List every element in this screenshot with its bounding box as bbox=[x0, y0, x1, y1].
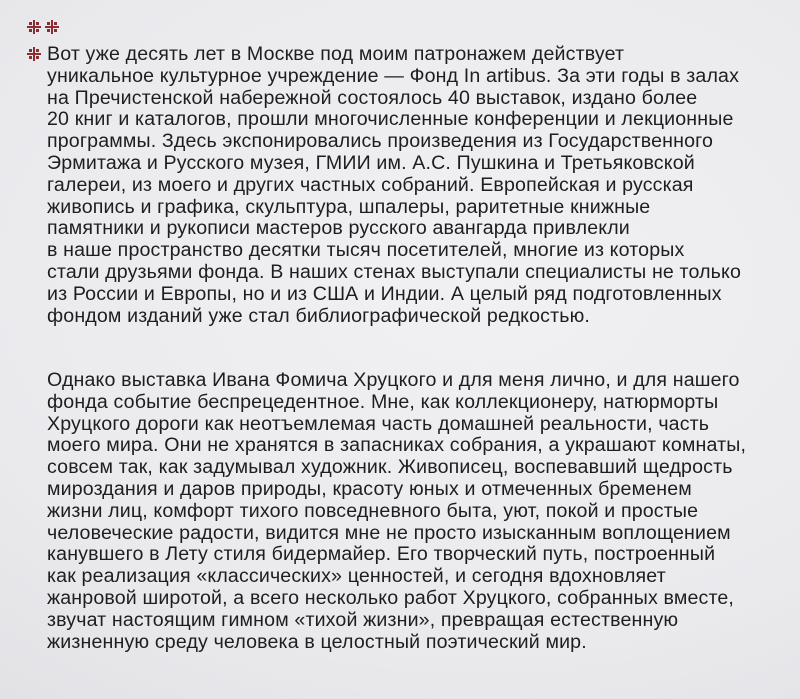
text-line: канувшего в Лету стиля бидермайер. Его творческий путь, построенный bbox=[47, 543, 716, 566]
text-line: стали друзьями фонда. В наших стенах выступали специалисты не только bbox=[47, 260, 742, 283]
text-line: живопись и графика, скульптура, шпалеры, раритетные книжные bbox=[47, 195, 651, 218]
paragraph-foundation-history bbox=[47, 44, 797, 327]
cross-stitch-ornament-icon bbox=[45, 20, 59, 34]
text-line: фонда событие беспрецедентное. Мне, как коллекционеру, натюрморты bbox=[47, 390, 719, 413]
cross-stitch-ornament-icon bbox=[27, 47, 41, 61]
text-line: Вот уже десять лет в Москве под моим патронажем действует bbox=[47, 43, 625, 65]
text-line: на Пречистенской набережной состоялось 40 выставок, издано более bbox=[47, 86, 698, 109]
ornament-shape bbox=[27, 20, 41, 34]
text-line: уникальное культурное учреждение — Фонд In artibus. За эти годы в залах bbox=[47, 64, 740, 87]
text-line: совсем так, как задумывал художник. Живописец, воспевавший щедрость bbox=[47, 456, 733, 479]
text-line: программы. Здесь экспонировались произведения из Государственного bbox=[47, 130, 714, 153]
text-line: галереи, из моего и других частных собраний. Европейская и русская bbox=[47, 173, 694, 196]
text-line: мироздания и даров природы, красоту юных и отмеченных бременем bbox=[47, 477, 692, 500]
text-line: человеческие радости, видится мне не просто изысканным воплощением bbox=[47, 521, 731, 544]
text-line: моего мира. Они не хранятся в запасниках собрания, а украшают комнаты, bbox=[47, 434, 747, 457]
text-line: в наше пространство десятки тысяч посетителей, многие из которых bbox=[47, 239, 685, 262]
text-line: жизненную среду человека в целостный поэтический мир. bbox=[47, 630, 587, 653]
ornament-shape bbox=[45, 20, 59, 34]
text-line: жанровой широтой, а всего несколько работ Хруцкого, собранных вместе, bbox=[47, 586, 734, 609]
text-line: памятники и рукописи мастеров русского авангарда привлекли bbox=[47, 217, 630, 240]
text-line: звучат настоящим гимном «тихой жизни», превращая естественную bbox=[47, 608, 679, 631]
text-line: Эрмитажа и Русского музея, ГМИИ им. А.С. Пушкина и Третьяковской bbox=[47, 151, 695, 174]
text-line: Однако выставка Ивана Фомича Хруцкого и для меня лично, и для нашего bbox=[47, 369, 740, 391]
text-line: Хруцкого дороги как неотъемлемая часть домашней реальности, часть bbox=[47, 412, 710, 435]
text-line: 20 книг и каталогов, прошли многочисленные конференции и лекционные bbox=[47, 108, 734, 131]
text-line: жизни лиц, комфорт тихого повседневного быта, уют, покой и простые bbox=[47, 499, 699, 522]
text-line: как реализация «классических» ценностей, и сегодня вдохновляет bbox=[47, 565, 666, 588]
cross-stitch-ornament-icon bbox=[27, 20, 41, 34]
paragraph-khrutsky-exhibition bbox=[47, 370, 797, 653]
text-line: фондом изданий уже стал библиографической редкостью. bbox=[47, 304, 591, 327]
text-line: из России и Европы, но и из США и Индии. А целый ряд подготовленных bbox=[47, 282, 722, 305]
ornament-shape bbox=[27, 47, 41, 61]
